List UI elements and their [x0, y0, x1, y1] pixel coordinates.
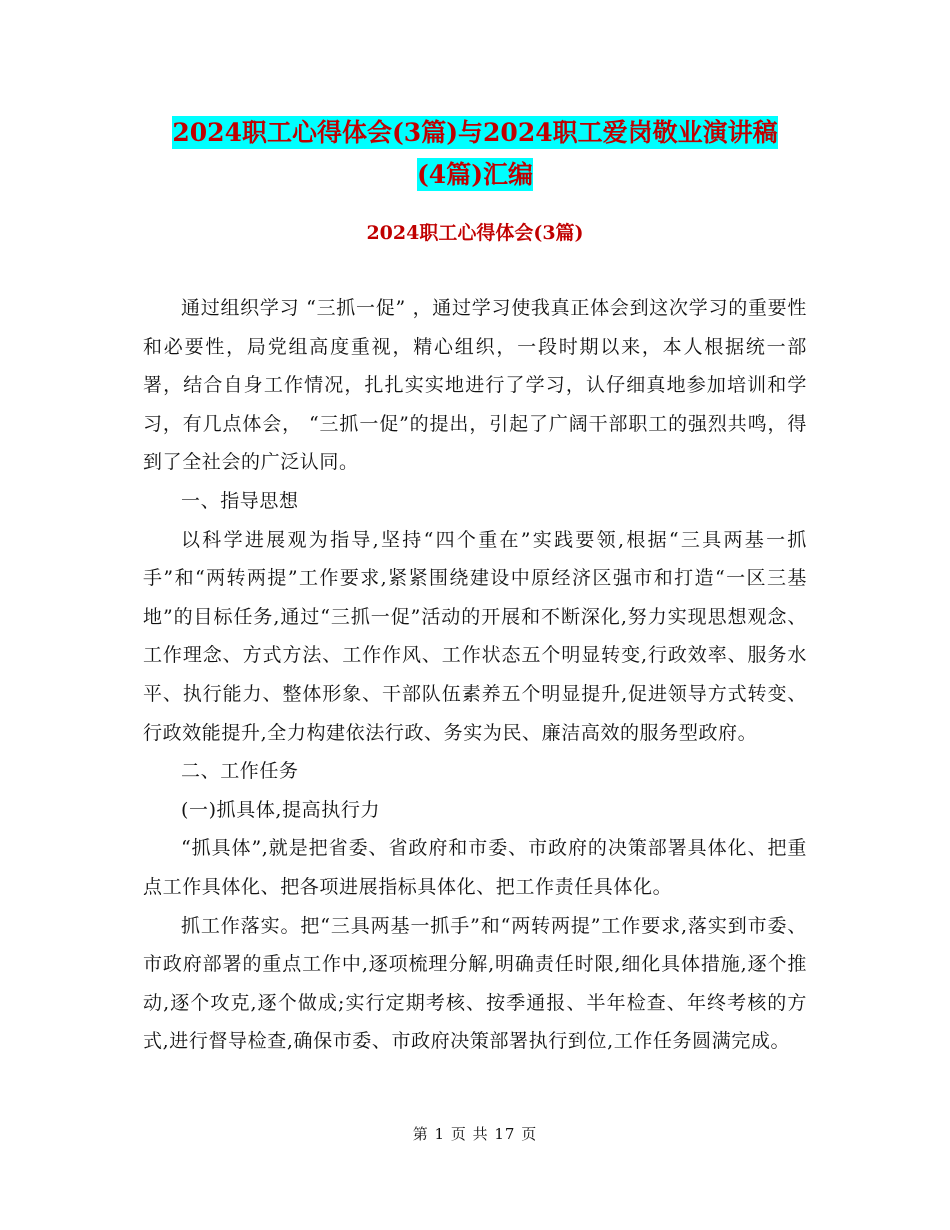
paragraph-task-1-definition: “抓具体”,就是把省委、省政府和市委、市政府的决策部署具体化、把重点工作具体化、把各项进展指标具体化、把工作责任具体化。: [143, 837, 807, 898]
heading-guiding-ideology: 一、指导思想: [181, 489, 299, 512]
document-body: [143, 289, 807, 1061]
heading-work-tasks: 二、工作任务: [181, 760, 299, 783]
paragraph-task-1-implementation: 抓工作落实。把“三具两基一抓手”和“两转两提”工作要求,落实到市委、市政府部署的重点工作中,逐项梳理分解,明确责任时限,细化具体措施,逐个推动,逐个攻克,逐个做成;实行定期考核、按季通报、半年检查、年终考核的方式,进行督导检查,确保市委、市政府决策部署执行到位,工作任务圆满完成。: [143, 914, 807, 1053]
page-footer: 第 1 页 共 17 页: [412, 1125, 538, 1143]
document-title-line-2: [0, 150, 950, 200]
section-title: 2024职工心得体会(3篇): [366, 222, 584, 244]
subheading-task-1: (一)抓具体,提高执行力: [181, 798, 381, 821]
paragraph-guiding-ideology: 以科学进展观为指导,坚持“四个重在”实践要领,根据“三具两基一抓手”和“两转两提”工作要求,紧紧围绕建设中原经济区强市和打造“一区三基地”的目标任务,通过“三抓一促”活动的开展和不断深化,努力实现思想观念、工作理念、方式方法、工作作风、工作状态五个明显转变,行政效率、服务水平、执行能力、整体形象、干部队伍素养五个明显提升,促进领导方式转变、行政效能提升,全力构建依法行政、务实为民、廉洁高效的服务型政府。: [143, 528, 807, 744]
paragraph-intro: 通过组织学习 “三抓一促” ，通过学习使我真正体会到这次学习的重要性和必要性，局党组高度重视，精心组织，一段时期以来，本人根据统一部署，结合自身工作情况，扎扎实实地进行了学习，认仔细真地参加培训和学习，有几点体会， “三抓一促”的提出，引起了广阔干部职工的强烈共鸣，得到了全社会的广泛认同。: [143, 297, 807, 474]
title-highlight-1: 2024职工心得体会(3篇)与2024职工爱岗敬业演讲稿: [172, 118, 778, 147]
title-highlight-2: (4篇)汇编: [416, 160, 534, 189]
